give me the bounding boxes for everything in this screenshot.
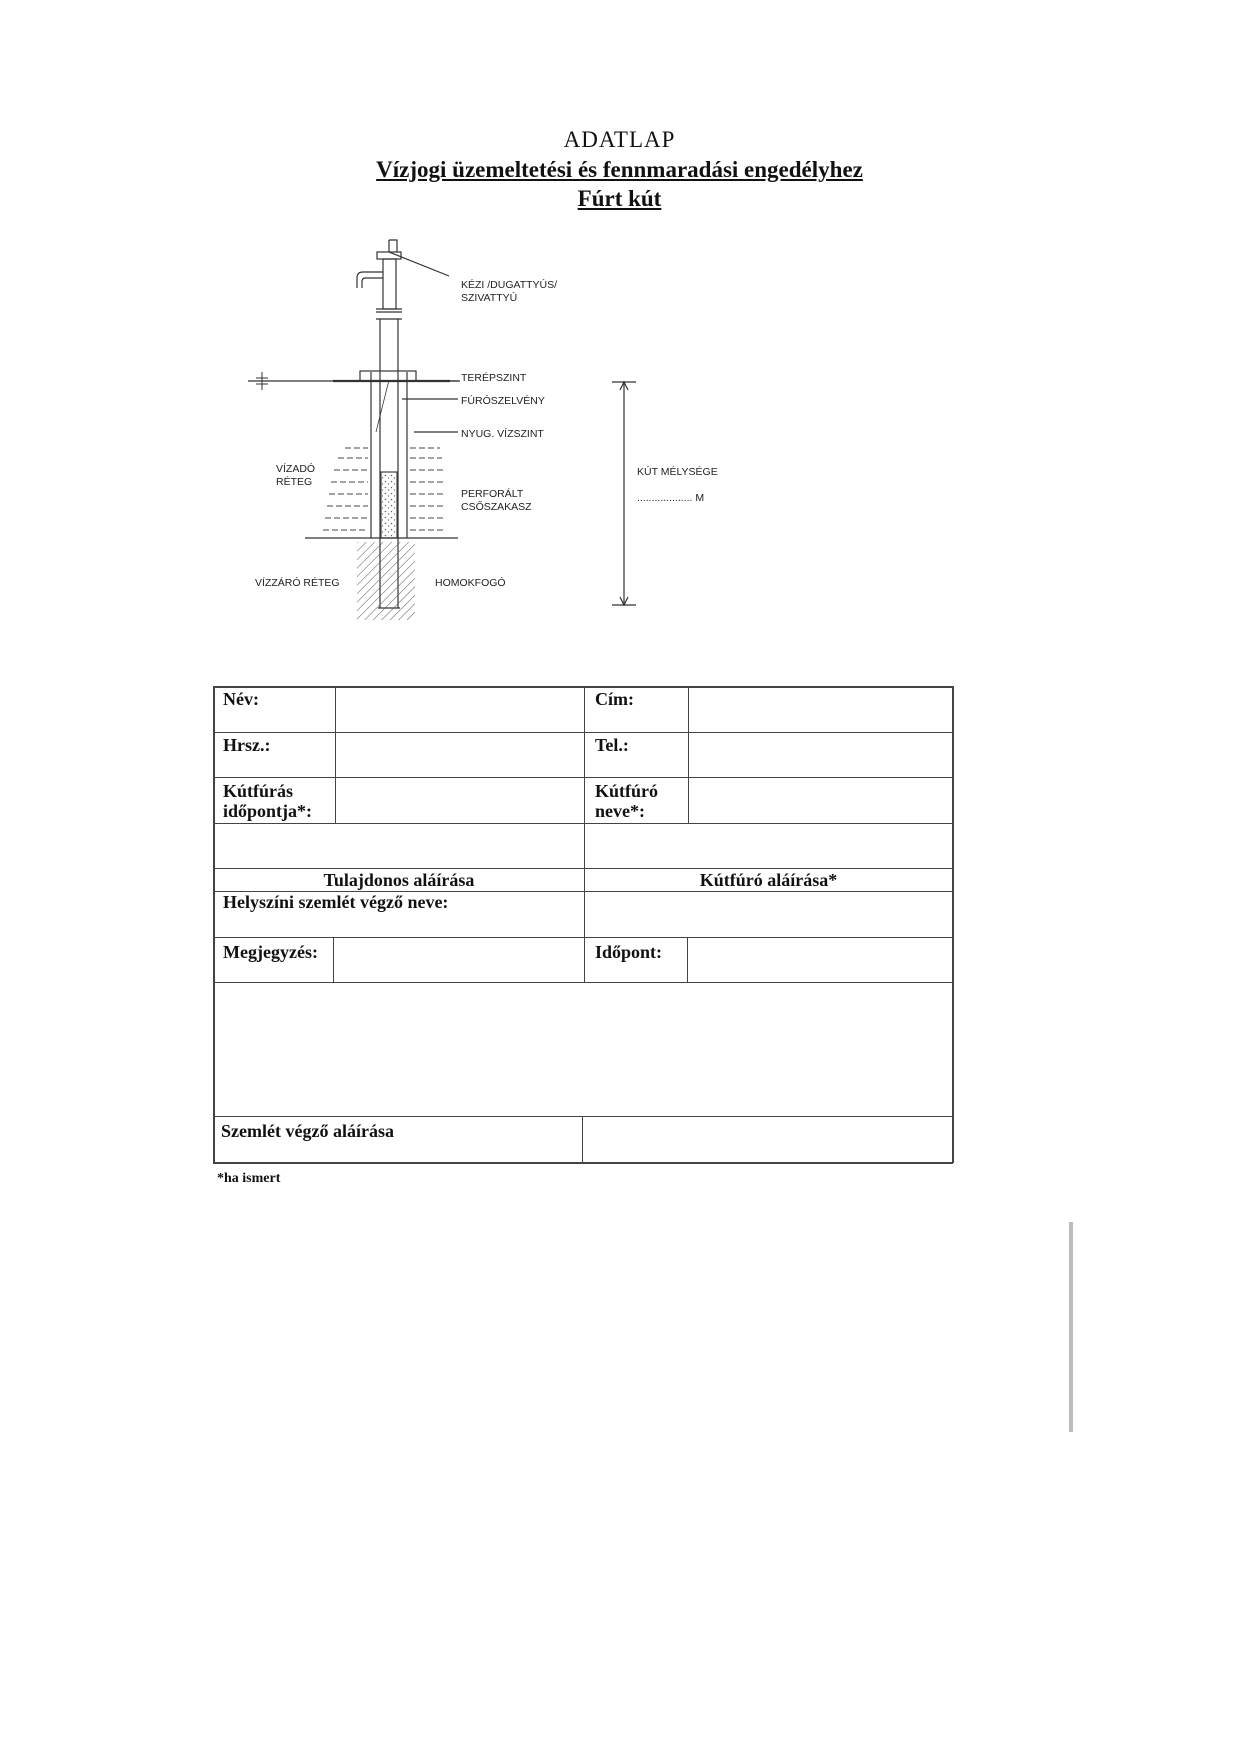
name-label: Név: — [223, 689, 259, 709]
label-perforated-2: CSŐSZAKASZ — [461, 501, 532, 513]
aquiclude-hatch — [357, 542, 415, 620]
parcel-label: Hrsz.: — [223, 735, 271, 755]
inspector-signature-label: Szemlét végző aláírása — [221, 1121, 394, 1141]
address-label: Cím: — [595, 689, 634, 709]
notes-field[interactable] — [334, 938, 584, 982]
pump-spout — [357, 272, 383, 288]
inspector-name-label: Helyszíni szemlét végző neve: — [223, 892, 449, 912]
label-depth-unit: ................... M — [637, 492, 705, 504]
inspector-name-field[interactable] — [585, 892, 952, 937]
label-aquiclude: VÍZZÁRÓ RÉTEG — [255, 577, 340, 589]
label-well-depth: KÚT MÉLYSÉGE — [637, 466, 718, 478]
form-line-row4 — [213, 868, 953, 869]
label-perforated-1: PERFORÁLT — [461, 488, 524, 500]
phone-field[interactable] — [689, 733, 952, 777]
drilling-date-field[interactable] — [336, 778, 584, 823]
scan-artifact — [1069, 1222, 1073, 1432]
driller-signature-field[interactable] — [585, 824, 952, 868]
driller-name-label: Kútfúró neve*: — [595, 781, 658, 821]
phone-label: Tel.: — [595, 735, 629, 755]
title-adatlap: ADATLAP — [563, 127, 676, 152]
parcel-field[interactable] — [336, 733, 584, 777]
owner-signature-label: Tulajdonos aláírása — [323, 870, 475, 890]
owner-signature-field[interactable] — [214, 824, 584, 868]
pump-body — [383, 259, 396, 309]
label-pump-1: KÉZI /DUGATTYÚS/ — [461, 279, 558, 291]
address-field[interactable] — [689, 687, 952, 732]
driller-name-field[interactable] — [689, 778, 952, 823]
notes-area[interactable] — [214, 983, 952, 1116]
time-field[interactable] — [688, 938, 952, 982]
label-aquifer-2: RÉTEG — [276, 476, 313, 488]
label-pump-2: SZIVATTYÚ — [461, 292, 518, 304]
drilling-date-label: Kútfúrás időpontja*: — [223, 781, 313, 821]
time-label: Időpont: — [595, 942, 663, 962]
label-bore-profile: FÚRÓSZELVÉNY — [461, 395, 545, 407]
perforated-section — [381, 472, 397, 538]
label-sand-trap: HOMOKFOGÓ — [435, 577, 506, 589]
pump-handle — [389, 240, 449, 276]
title-well-type: Fúrt kút — [577, 186, 662, 211]
label-ground-level: TERÉPSZINT — [461, 372, 527, 384]
notes-label: Megjegyzés: — [223, 942, 318, 962]
driller-signature-label: Kútfúró aláírása* — [699, 870, 838, 890]
label-aquifer-1: VÍZADÓ — [276, 463, 316, 475]
label-static-water: NYUG. VÍZSZINT — [461, 428, 544, 440]
inspector-signature-field[interactable] — [583, 1117, 952, 1162]
form-border-right — [952, 686, 954, 1163]
well-diagram — [0, 0, 1239, 640]
name-field[interactable] — [336, 687, 584, 732]
form-border-bottom — [213, 1162, 953, 1164]
footnote: *ha ismert — [217, 1171, 281, 1186]
title-subtitle: Vízjogi üzemeltetési és fennmaradási engedélyhez — [376, 157, 863, 182]
